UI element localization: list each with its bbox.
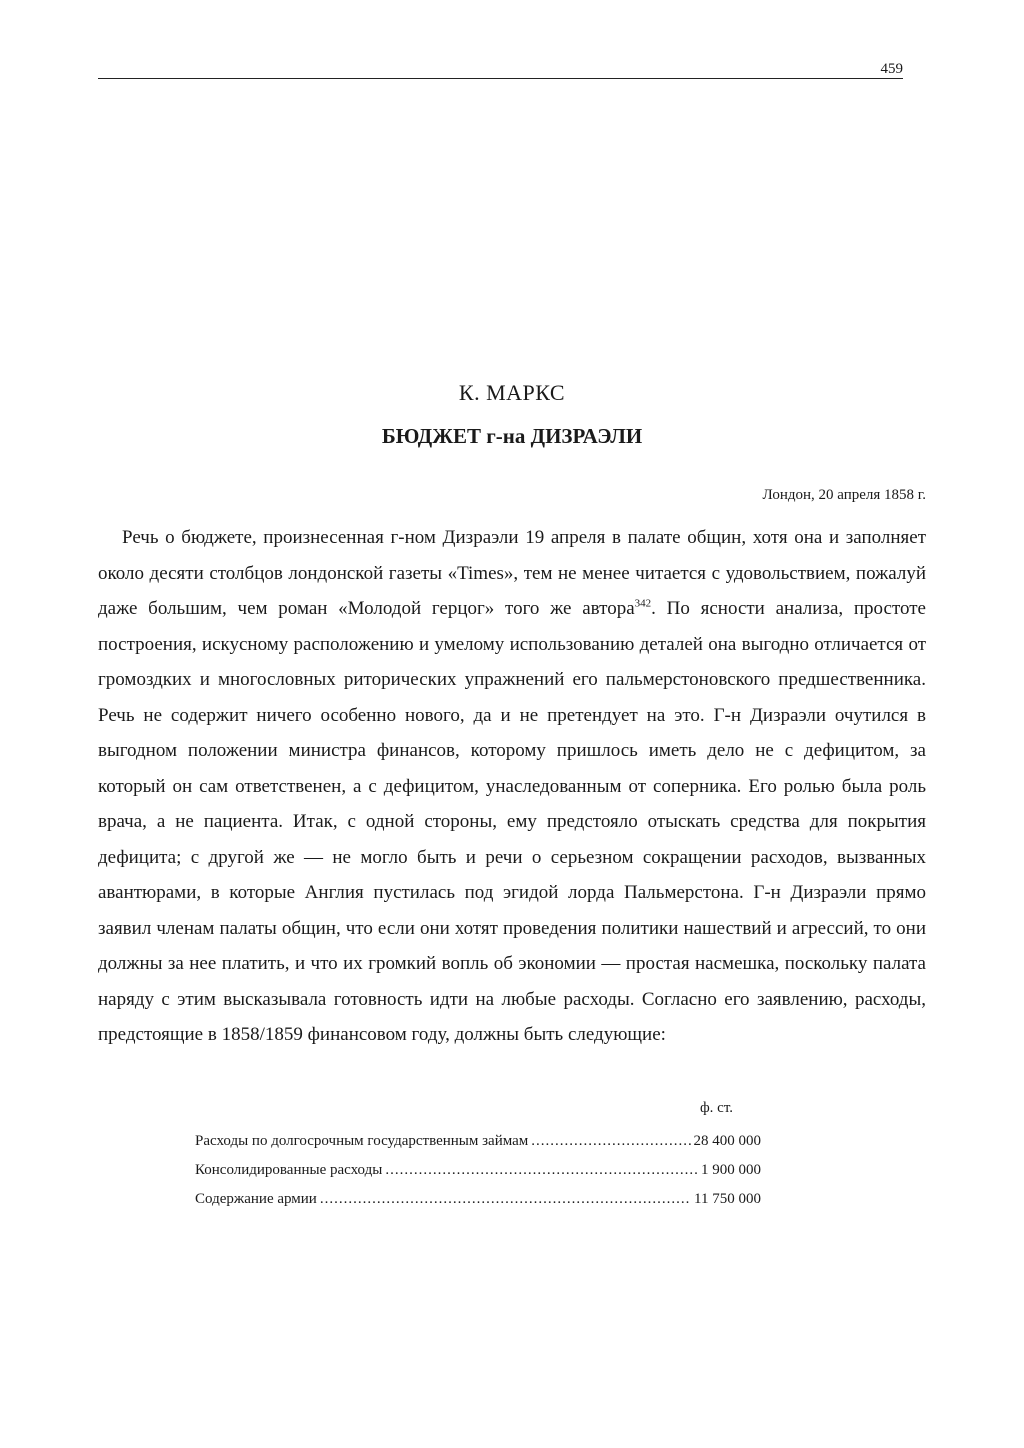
- budget-unit-header: ф. ст.: [699, 1100, 733, 1116]
- budget-row-label: Консолидированные расходы: [195, 1162, 383, 1178]
- author-name: К. МАРКС: [458, 380, 566, 405]
- budget-row-label: Содержание армии: [195, 1191, 317, 1207]
- budget-row: [195, 1127, 761, 1156]
- article-title: БЮДЖЕТ г-на ДИЗРАЭЛИ: [381, 424, 643, 448]
- budget-row-value: 1 900 000: [701, 1162, 761, 1178]
- budget-row-value: 28 400 000: [693, 1133, 761, 1149]
- paragraph-text-end: . По ясности анализа, простоте построения, искусному расположению и умелому использованию деталей она выгодно отличается от громоздких и многословных риторических упражнений его пальмерстоновского предшественника. Речь не содержит ничего особенно нового, да и не претендует на это. Г-н Дизраэли очутился в выгодном положении министра финансов, которому пришлось иметь дело не с дефицитом, за который он сам ответственен, а с дефицитом, унаследованным от соперника. Его ролью была роль врача, а не пациента. Итак, с одной стороны, ему предстояло отыскать средства для покрытия дефицита; с другой же — не могло быть и речи о серьезном сокращении расходов, вызванных авантюрами, в которые Англия пустилась под эгидой лорда Пальмерстона. Г-н Дизраэли прямо заявил членам палаты общин, что если они хотят проведения политики нашествий и агрессий, то они должны за нее платить, и что их громкий вопль об экономии — простая насмешка, поскольку палата наряду с этим высказывала готовность идти на любые расходы. Согласно его заявлению, расходы, предстоящие в 1858/1859 финансовом году, должны быть следующие:: [98, 598, 926, 1045]
- budget-row: [195, 1185, 761, 1214]
- dateline: Лондон, 20 апреля 1858 г.: [762, 487, 926, 503]
- budget-row-label: Расходы по долгосрочным государственным займам: [195, 1133, 529, 1149]
- paragraph-text-start: Речь о бюджете, произнесенная г-ном Дизраэли 19 апреля в палате общин, хотя она и заполняет около десяти столбцов лондонской газеты «Times», тем не менее читается с удовольствием, пожалуй даже большим, чем роман «Молодой герцог» того же автора: [98, 527, 926, 619]
- leader-dots: [385, 1156, 698, 1185]
- page-number: 459: [880, 61, 903, 77]
- budget-row-value: 11 750 000: [694, 1191, 761, 1207]
- budget-row: [195, 1156, 761, 1185]
- budget-table: [195, 1097, 761, 1214]
- leader-dots: [320, 1185, 691, 1214]
- body-paragraph: [98, 520, 926, 1053]
- page-header: [98, 60, 903, 79]
- footnote-reference: 342: [634, 597, 652, 610]
- leader-dots: [531, 1127, 690, 1156]
